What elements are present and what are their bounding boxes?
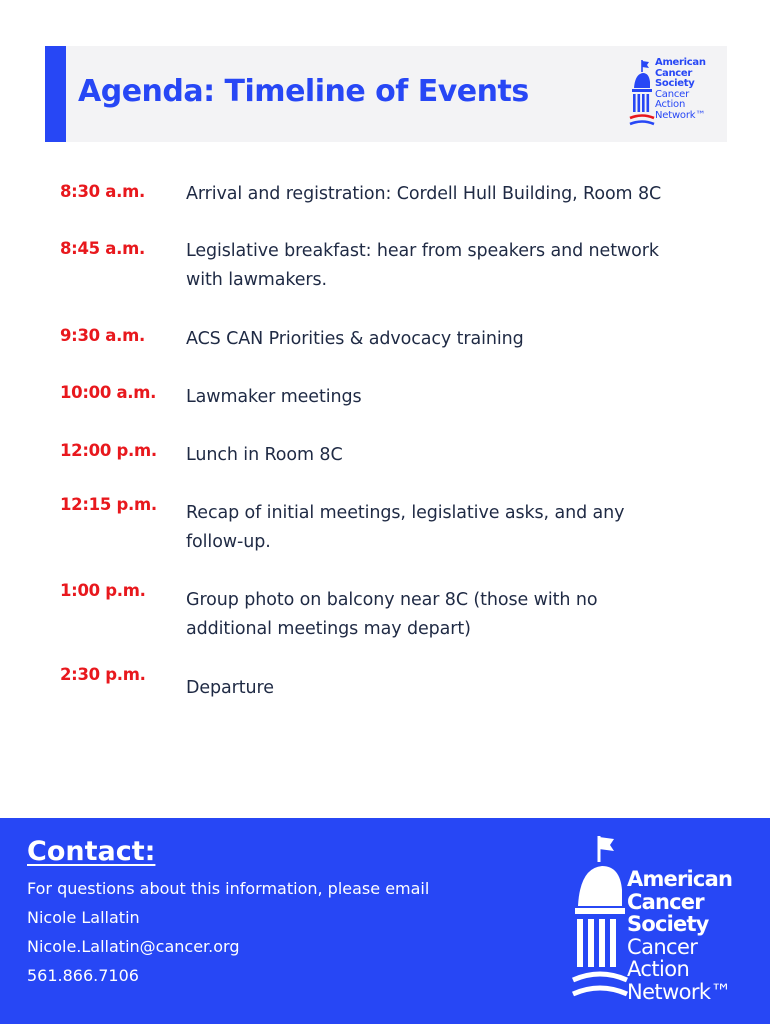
agenda-description-line: Lunch in Room 8C (186, 445, 343, 465)
acs-can-logo-small (629, 58, 725, 134)
agenda-time: 12:00 p.m. (60, 441, 157, 460)
logo-text-american: American (655, 57, 706, 68)
agenda-description (186, 237, 726, 295)
page-header (45, 46, 727, 142)
agenda-time: 9:30 a.m. (60, 326, 145, 345)
logo-text-society: Society (627, 912, 709, 936)
agenda-time: 8:45 a.m. (60, 239, 145, 258)
agenda-time: 8:30 a.m. (60, 182, 145, 201)
capitol-dome-icon (629, 58, 655, 134)
agenda-description (186, 674, 726, 703)
agenda-description (186, 441, 726, 470)
contact-name: Nicole Lallatin (27, 908, 140, 927)
agenda-time: 10:00 a.m. (60, 383, 157, 402)
logo-text-cancer: Cancer (627, 889, 704, 914)
agenda-time: 12:15 p.m. (60, 495, 157, 514)
agenda-description-line: Recap of initial meetings, legislative asks, and any (186, 503, 625, 523)
agenda-time: 1:00 p.m. (60, 581, 146, 600)
logo-text-action: Action (627, 957, 690, 981)
contact-phone[interactable]: 561.866.7106 (27, 966, 139, 985)
acs-can-logo-large (572, 834, 752, 1010)
agenda-time: 2:30 p.m. (60, 665, 146, 684)
contact-email[interactable]: Nicole.Lallatin@cancer.org (27, 937, 240, 956)
logo-text-action: Action (655, 99, 686, 110)
agenda-description (186, 325, 726, 354)
capitol-dome-icon (572, 834, 628, 1010)
logo-text-cancer: Cancer (655, 67, 693, 79)
logo-text-cancer-2: Cancer (655, 88, 690, 100)
contact-instructions: For questions about this information, please email (27, 879, 430, 898)
agenda-description-line: additional meetings may depart) (186, 619, 471, 639)
agenda-description-line: Group photo on balcony near 8C (those with no (186, 590, 598, 610)
agenda-description-line: Lawmaker meetings (186, 387, 362, 407)
logo-text-network: Network™ (627, 979, 731, 1004)
agenda-description-line: follow-up. (186, 532, 271, 552)
agenda-description (186, 180, 726, 209)
contact-footer (0, 818, 770, 1024)
agenda-description (186, 586, 726, 644)
agenda-description-line: Legislative breakfast: hear from speakers and network (186, 241, 659, 261)
logo-text-society: Society (655, 78, 695, 89)
page-title: Agenda: Timeline of Events (78, 74, 529, 109)
contact-heading: Contact: (27, 836, 156, 867)
logo-text-cancer-2: Cancer (627, 934, 698, 959)
agenda-description (186, 383, 726, 412)
agenda-description-line: with lawmakers. (186, 270, 328, 290)
logo-text-network: Network™ (655, 109, 706, 121)
logo-text-american: American (627, 867, 733, 891)
agenda-description-line: ACS CAN Priorities & advocacy training (186, 329, 524, 349)
header-accent-bar (45, 46, 66, 142)
agenda-description-line: Departure (186, 678, 274, 698)
agenda-description-line: Arrival and registration: Cordell Hull Building, Room 8C (186, 184, 662, 204)
agenda-description (186, 499, 726, 557)
